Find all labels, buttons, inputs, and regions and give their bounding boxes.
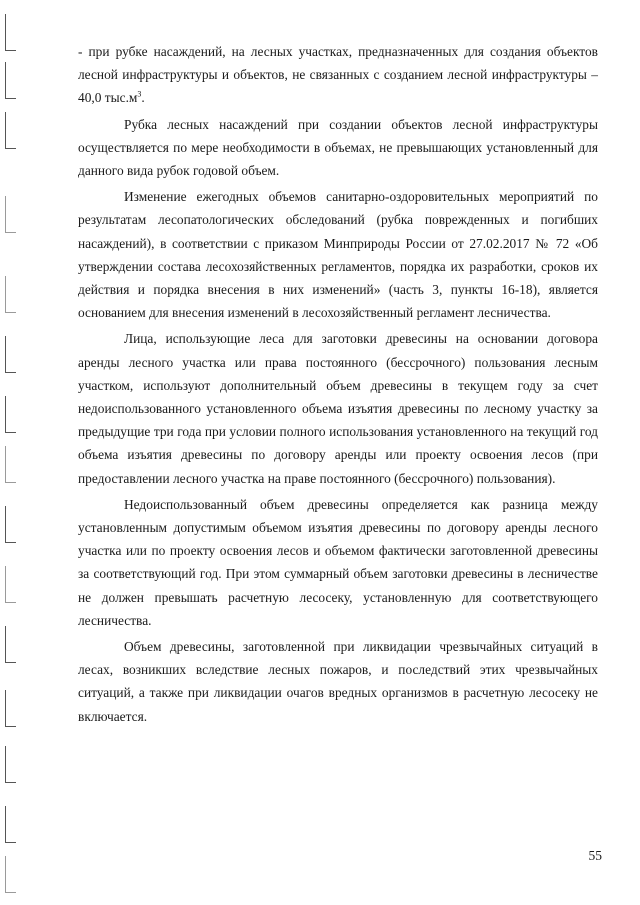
binding-mark [5,566,16,603]
binding-mark [5,336,16,373]
binding-mark [5,14,16,51]
binding-mark [5,690,16,727]
document-body [78,40,598,731]
binding-mark [5,746,16,783]
binding-mark [5,276,16,313]
paragraph-emergency-volume: Объем древесины, заготовленной при ликвидации чрезвычайных ситуаций в лесах, возникших вследствие лесных пожаров, и последствий этих чрезвычайных ситуаций, а также при ликвидации очагов вредных организмов в расчетную лесосеку не включается. [78,639,598,724]
binding-mark [5,856,16,893]
binding-mark [5,196,16,233]
binding-mark [5,396,16,433]
paragraph-unused-volume: Недоиспользованный объем древесины определяется как разница между установленным допустимым объемом изъятия древесины по договору аренды лесного участка или по проекту освоения лесов и объемом фактически заготовленной древесины за соответствующий год. При этом суммарный объем заготовки древесины в лесничестве не должен превышать расчетную лесосеку, установленную для соответствующего лесничества. [78,496,598,628]
paragraph-lease-usage: Лица, использующие леса для заготовки древесины на основании договора аренды лесного участка или права постоянного (бессрочного) пользования лесным участком, используют дополнительный объем древесины в текущем году за счет недоиспользованного установленного объема изъятия древесины по лесному участку за предыдущие три года при условии полного использования установленного на текущий год объема изъятия древесины по договору аренды или проекту освоения лесов (при предоставлении лесного участка на праве постоянного (бессрочного) пользования). [78,331,598,486]
paragraph-text: - при рубке насаждений, на лесных участках, предназначенных для создания объектов лесной инфраструктуры и объектов, не связанных с созданием лесной инфраструктуры – 40,0 тыс.м [78,44,598,106]
binding-mark [5,62,16,99]
binding-mark [5,446,16,483]
cubic-superscript: 3 [137,89,142,99]
paragraph-logging-volume [78,40,598,110]
binding-mark [5,506,16,543]
paragraph-infrastructure-felling: Рубка лесных насаждений при создании объектов лесной инфраструктуры осуществляется по мере необходимости в объемах, не превышающих установленный для данного вида рубок годовой объем. [78,116,598,179]
binding-mark [5,626,16,663]
binding-mark [5,806,16,843]
page-number: 55 [588,848,602,863]
paragraph-sanitary-measures: Изменение ежегодных объемов санитарно-оздоровительных мероприятий по результатам лесопатологических обследований (рубка поврежденных и погибших насаждений), в соответствии с приказом Минприроды России от 27.02.2017 № 72 «Об утверждении состава лесохозяйственных регламентов, порядка их разработки, сроков их действия и порядка внесения в них изменений» (часть 3, пункты 16-18), является основанием для внесения изменений в лесохозяйственный регламент лесничества. [78,189,598,321]
binding-margin [0,0,24,905]
paragraph-tail: . [141,90,145,106]
binding-mark [5,112,16,149]
